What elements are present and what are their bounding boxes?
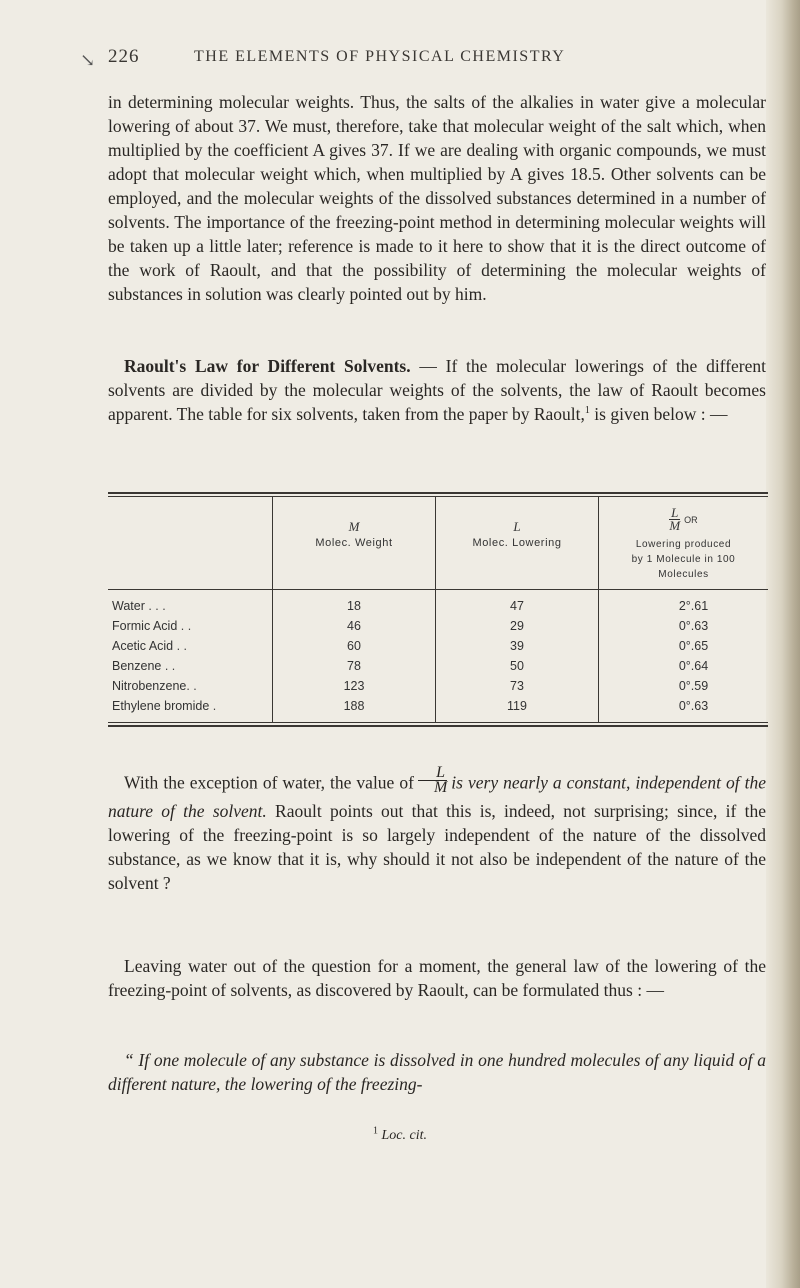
- cell-ratio: 0°.63: [599, 696, 769, 722]
- header-ratio: [599, 497, 769, 590]
- solvent-name: Nitrobenzene: [112, 679, 187, 693]
- footnote-number: 1: [373, 1125, 378, 1137]
- section-text-b: is given below : —: [589, 404, 728, 424]
- paragraph-3: [108, 764, 766, 895]
- cell-solvent: [108, 656, 273, 676]
- section-text-a: — If the molecular lowerings of the different solvents are divided by the molecular weights of the solvents, the law of Raoult becomes apparent. The table for six solvents, taken from the paper by Raoult,: [108, 356, 766, 424]
- running-title: THE ELEMENTS OF PHYSICAL CHEMISTRY: [194, 48, 566, 65]
- table-row: [108, 656, 768, 676]
- table-row: [108, 590, 768, 617]
- ratio-frac-num: L: [671, 505, 679, 520]
- cell-weight: 46: [273, 616, 436, 636]
- cell-solvent: [108, 636, 273, 656]
- cell-weight: 18: [273, 590, 436, 617]
- cell-ratio: 0°.59: [599, 676, 769, 696]
- page-number: 226: [108, 46, 140, 67]
- paragraph-3-text: [108, 764, 766, 895]
- header-ratio-formula: [599, 507, 768, 537]
- section-heading: Raoult's Law for Different Solvents.: [124, 356, 411, 376]
- leader-dots: . .: [186, 679, 197, 693]
- header-lowering: [436, 497, 599, 590]
- leader-dots: .: [209, 699, 217, 713]
- leader-dots: . .: [161, 659, 176, 673]
- leader-dots: . .: [177, 619, 192, 633]
- cell-ratio: 0°.64: [599, 656, 769, 676]
- header-ratio-label-2: by 1 Molecule in 100: [631, 554, 736, 565]
- ratio-fraction: [669, 507, 680, 532]
- paragraph-2: [108, 354, 766, 426]
- paragraph-1: [108, 90, 766, 306]
- table-row: [108, 676, 768, 696]
- inline-frac-den: M: [433, 779, 448, 796]
- leader-dots: . . .: [144, 599, 166, 613]
- inline-fraction: [418, 766, 447, 795]
- cell-solvent: [108, 696, 273, 722]
- paragraph-4-text: Leaving water out of the question for a moment, the general law of the lowering of the freezing-point of solvents, as discovered by Raoult, can be formulated thus : —: [108, 956, 766, 1000]
- solvent-name: Water: [112, 599, 145, 613]
- ratio-frac-den: M: [669, 518, 681, 533]
- solvent-name: Acetic Acid: [112, 639, 174, 653]
- margin-mark: ↘: [80, 50, 96, 70]
- cell-lowering: 119: [436, 696, 599, 722]
- header-lowering-symbol: L: [513, 519, 521, 534]
- header-weight-label: Molec. Weight: [315, 537, 393, 549]
- footnote-ref: 1: [584, 405, 590, 417]
- cell-lowering: 50: [436, 656, 599, 676]
- solvent-name: Formic Acid: [112, 619, 178, 633]
- cell-lowering: 47: [436, 590, 599, 617]
- cell-ratio: 0°.65: [599, 636, 769, 656]
- cell-ratio: 0°.63: [599, 616, 769, 636]
- solvent-name: Ethylene bromide: [112, 699, 210, 713]
- section-paragraph: [108, 354, 766, 426]
- p3-italic: is very nearly a constant, independent of the nature of the solvent.: [108, 772, 766, 821]
- header-ratio-label-3: Molecules: [658, 569, 709, 580]
- solvent-name: Benzene: [112, 659, 162, 673]
- raoult-table: [108, 492, 768, 727]
- header-weight: [273, 497, 436, 590]
- cell-ratio: 2°.61: [599, 590, 769, 617]
- paragraph-4: [108, 954, 766, 1002]
- p3-rest: Raoult points out that this is, indeed, not surprising; since, if the lowering of the freezing-point is so largely independent of the nature of the dissolved substance, as we know that it is, why should it not also be independent of the nature of the solvent ?: [108, 801, 766, 893]
- ratio-or: OR: [684, 514, 698, 525]
- table-row: [108, 636, 768, 656]
- table-row: [108, 616, 768, 636]
- paragraph-5: [108, 1048, 766, 1096]
- cell-solvent: [108, 676, 273, 696]
- cell-lowering: 29: [436, 616, 599, 636]
- header-weight-symbol: M: [348, 519, 360, 534]
- table-row: [108, 696, 768, 722]
- paragraph-1-text: in determining molecular weights. Thus, the salts of the alkalies in water give a molecular lowering of about 37. We must, therefore, take that molecular weight of the salt which, when multiplied by the coefficient A gives 37. If we are dealing with organic compounds, we must adopt that molecular weight which, when multiplied by A gives 18.5. Other solvents can be employed, and the molecular weights of the dissolved substances determined in a number of solvents. The importance of the freezing-point method in determining molecular weights will be taken up a little later; reference is made to it here to show that it is the direct outcome of the work of Raoult, and that the possibility of determining the molecular weights of substances in solution was clearly pointed out by him.: [108, 92, 766, 304]
- paragraph-5-text: “ If one molecule of any substance is dissolved in one hundred molecules of any liquid of a different nature, the lowering of the freezing-: [108, 1050, 766, 1094]
- cell-weight: 60: [273, 636, 436, 656]
- cell-solvent: [108, 590, 273, 617]
- table-bottom-rule-2: [108, 725, 768, 727]
- data-table: [108, 497, 768, 722]
- footnote-text: Loc. cit.: [381, 1128, 427, 1143]
- cell-weight: 123: [273, 676, 436, 696]
- cell-lowering: 73: [436, 676, 599, 696]
- footnote: [0, 1125, 800, 1144]
- inline-frac-num: L: [418, 766, 447, 781]
- header-lowering-label: Molec. Lowering: [472, 537, 562, 549]
- cell-lowering: 39: [436, 636, 599, 656]
- table-header-row: [108, 497, 768, 590]
- p3-lead: With the exception of water, the value of: [124, 772, 414, 793]
- header-solvent: [108, 497, 273, 590]
- page-edge-shadow: [766, 0, 800, 1288]
- cell-solvent: [108, 616, 273, 636]
- leader-dots: . .: [173, 639, 188, 653]
- header-ratio-label-1: Lowering produced: [635, 539, 732, 550]
- cell-weight: 188: [273, 696, 436, 722]
- cell-weight: 78: [273, 656, 436, 676]
